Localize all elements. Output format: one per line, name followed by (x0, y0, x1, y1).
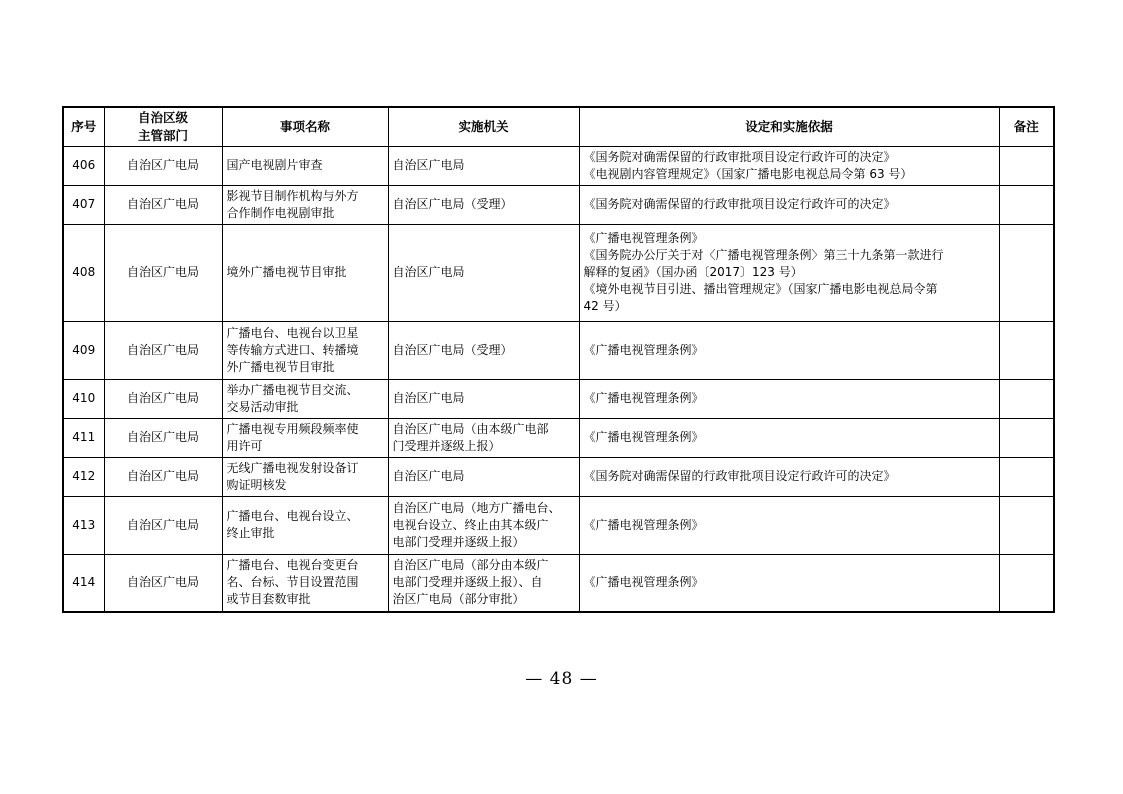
cell-name (222, 418, 388, 457)
cell-basis-line: 42 号） (583, 299, 627, 313)
cell-org (388, 379, 579, 418)
cell-name-line: 广播电台、电视台设立、 (226, 509, 359, 523)
cell-name (222, 224, 388, 321)
cell-note (999, 554, 1054, 612)
cell-basis-line: 《国务院对确需保留的行政审批项目设定行政许可的决定》 (583, 149, 896, 164)
cell-dept: 自治区广电局 (104, 554, 222, 612)
cell-note (999, 224, 1054, 321)
cell-name-line: 广播电台、电视台变更台 (226, 558, 359, 573)
cell-name-line: 交易活动审批 (226, 399, 299, 414)
cell-org-line: 自治区广电局 (392, 265, 465, 279)
cell-org (388, 321, 579, 379)
cell-org-line: 自治区广电局 (392, 391, 465, 405)
cell-basis-line: 解释的复函》（国办函〔2017〕123 号） (583, 265, 803, 279)
cell-dept: 自治区广电局 (104, 457, 222, 496)
cell-dept: 自治区广电局 (104, 379, 222, 418)
cell-basis-line: 《广播电视管理条例》 (583, 342, 704, 357)
page-number: — 48 — (525, 669, 598, 689)
cell-no: 411 (63, 418, 104, 457)
table-row (63, 554, 1054, 612)
cell-no: 409 (63, 321, 104, 379)
header-dept-line2: 主管部门 (137, 127, 188, 143)
table-row (63, 185, 1054, 224)
cell-name-line: 等传输方式进口、转播境 (226, 342, 359, 357)
cell-dept: 自治区广电局 (104, 185, 222, 224)
cell-no: 414 (63, 554, 104, 612)
header-no: 序号 (63, 107, 104, 146)
items-table (62, 106, 1055, 613)
table-row (63, 496, 1054, 554)
cell-dept: 自治区广电局 (104, 418, 222, 457)
cell-dept: 自治区广电局 (104, 496, 222, 554)
cell-org (388, 496, 579, 554)
cell-org-line: 自治区广电局（部分由本级广 (392, 558, 549, 573)
cell-name-line: 购证明核发 (226, 477, 287, 492)
table-row (63, 457, 1054, 496)
cell-name-line: 无线广播电视发射设备订 (226, 460, 359, 475)
cell-name (222, 554, 388, 612)
cell-name-line: 举办广播电视节目交流、 (226, 382, 359, 397)
cell-basis (579, 457, 999, 496)
cell-note (999, 496, 1054, 554)
cell-org-line: 电视台设立、终止由其本级广 (392, 517, 549, 532)
cell-basis (579, 379, 999, 418)
cell-basis (579, 185, 999, 224)
cell-name-line: 广播电台、电视台以卫星 (226, 325, 359, 340)
cell-org-line: 门受理并逐级上报） (392, 438, 501, 453)
cell-basis-line: 《广播电视管理条例》 (583, 430, 704, 444)
cell-note (999, 379, 1054, 418)
cell-org-line: 自治区广电局 (392, 469, 465, 483)
cell-org-line: 电部门受理并逐级上报） (392, 534, 525, 549)
cell-basis-line: 《国务院对确需保留的行政审批项目设定行政许可的决定》 (583, 469, 896, 483)
cell-basis (579, 418, 999, 457)
cell-name-line: 外广播电视节目审批 (226, 359, 335, 374)
header-dept-line1: 自治区级 (137, 109, 188, 125)
header-name: 事项名称 (222, 107, 388, 146)
cell-org-line: 自治区广电局（受理） (392, 197, 513, 211)
cell-basis (579, 496, 999, 554)
cell-no: 412 (63, 457, 104, 496)
cell-basis-line: 《国务院对确需保留的行政审批项目设定行政许可的决定》 (583, 197, 896, 211)
cell-basis-line: 《广播电视管理条例》 (583, 231, 704, 245)
cell-note (999, 146, 1054, 185)
cell-note (999, 321, 1054, 379)
header-basis: 设定和实施依据 (579, 107, 999, 146)
cell-name-line: 广播电视专用频段频率使 (226, 421, 359, 436)
table-row (63, 146, 1054, 185)
cell-no: 406 (63, 146, 104, 185)
cell-basis-line: 《国务院办公厅关于对〈广播电视管理条例〉第三十九条第一款进行 (583, 248, 944, 262)
cell-org (388, 457, 579, 496)
table-row (63, 321, 1054, 379)
cell-name (222, 321, 388, 379)
cell-basis-line: 《广播电视管理条例》 (583, 391, 704, 405)
cell-no: 410 (63, 379, 104, 418)
cell-org-line: 自治区广电局（由本级广电部 (392, 421, 549, 436)
cell-name (222, 185, 388, 224)
cell-name-line: 合作制作电视剧审批 (226, 205, 335, 220)
cell-basis-line: 《境外电视节目引进、播出管理规定》（国家广播电影电视总局令第 (583, 282, 938, 296)
cell-name-line: 名、台标、节目设置范围 (226, 575, 359, 590)
table-row (63, 418, 1054, 457)
cell-org (388, 554, 579, 612)
cell-no: 413 (63, 496, 104, 554)
cell-basis-line: 《广播电视管理条例》 (583, 575, 704, 590)
cell-name (222, 146, 388, 185)
cell-basis-line: 《电视剧内容管理规定》（国家广播电影电视总局令第 63 号） (583, 166, 913, 181)
cell-org (388, 224, 579, 321)
cell-name (222, 496, 388, 554)
cell-org (388, 185, 579, 224)
cell-basis (579, 554, 999, 612)
cell-name-line: 终止审批 (226, 526, 275, 540)
cell-org-line: 自治区广电局 (392, 158, 465, 172)
cell-dept: 自治区广电局 (104, 146, 222, 185)
cell-basis-line: 《广播电视管理条例》 (583, 517, 704, 532)
cell-org-line: 电部门受理并逐级上报）、自 (392, 575, 543, 590)
cell-name-line: 境外广播电视节目审批 (226, 265, 347, 279)
cell-note (999, 457, 1054, 496)
cell-dept: 自治区广电局 (104, 224, 222, 321)
cell-org-line: 自治区广电局（地方广播电台、 (392, 500, 561, 515)
cell-no: 407 (63, 185, 104, 224)
cell-name-line: 用许可 (226, 438, 263, 453)
table-body (63, 146, 1054, 612)
cell-org (388, 418, 579, 457)
cell-org-line: 自治区广电局（受理） (392, 342, 513, 357)
cell-basis (579, 224, 999, 321)
cell-name-line: 国产电视剧片审查 (226, 158, 323, 172)
table-header-row (63, 107, 1054, 146)
cell-name-line: 或节目套数审批 (226, 592, 311, 607)
cell-no: 408 (63, 224, 104, 321)
cell-name-line: 影视节目制作机构与外方 (226, 188, 359, 203)
cell-basis (579, 321, 999, 379)
header-note: 备注 (999, 107, 1054, 146)
cell-note (999, 418, 1054, 457)
cell-org-line: 治区广电局（部分审批） (392, 592, 525, 607)
table-row (63, 379, 1054, 418)
table-row (63, 224, 1054, 321)
cell-org (388, 146, 579, 185)
header-org: 实施机关 (388, 107, 579, 146)
cell-dept: 自治区广电局 (104, 321, 222, 379)
cell-name (222, 379, 388, 418)
header-dept (104, 107, 222, 146)
cell-name (222, 457, 388, 496)
cell-note (999, 185, 1054, 224)
cell-basis (579, 146, 999, 185)
